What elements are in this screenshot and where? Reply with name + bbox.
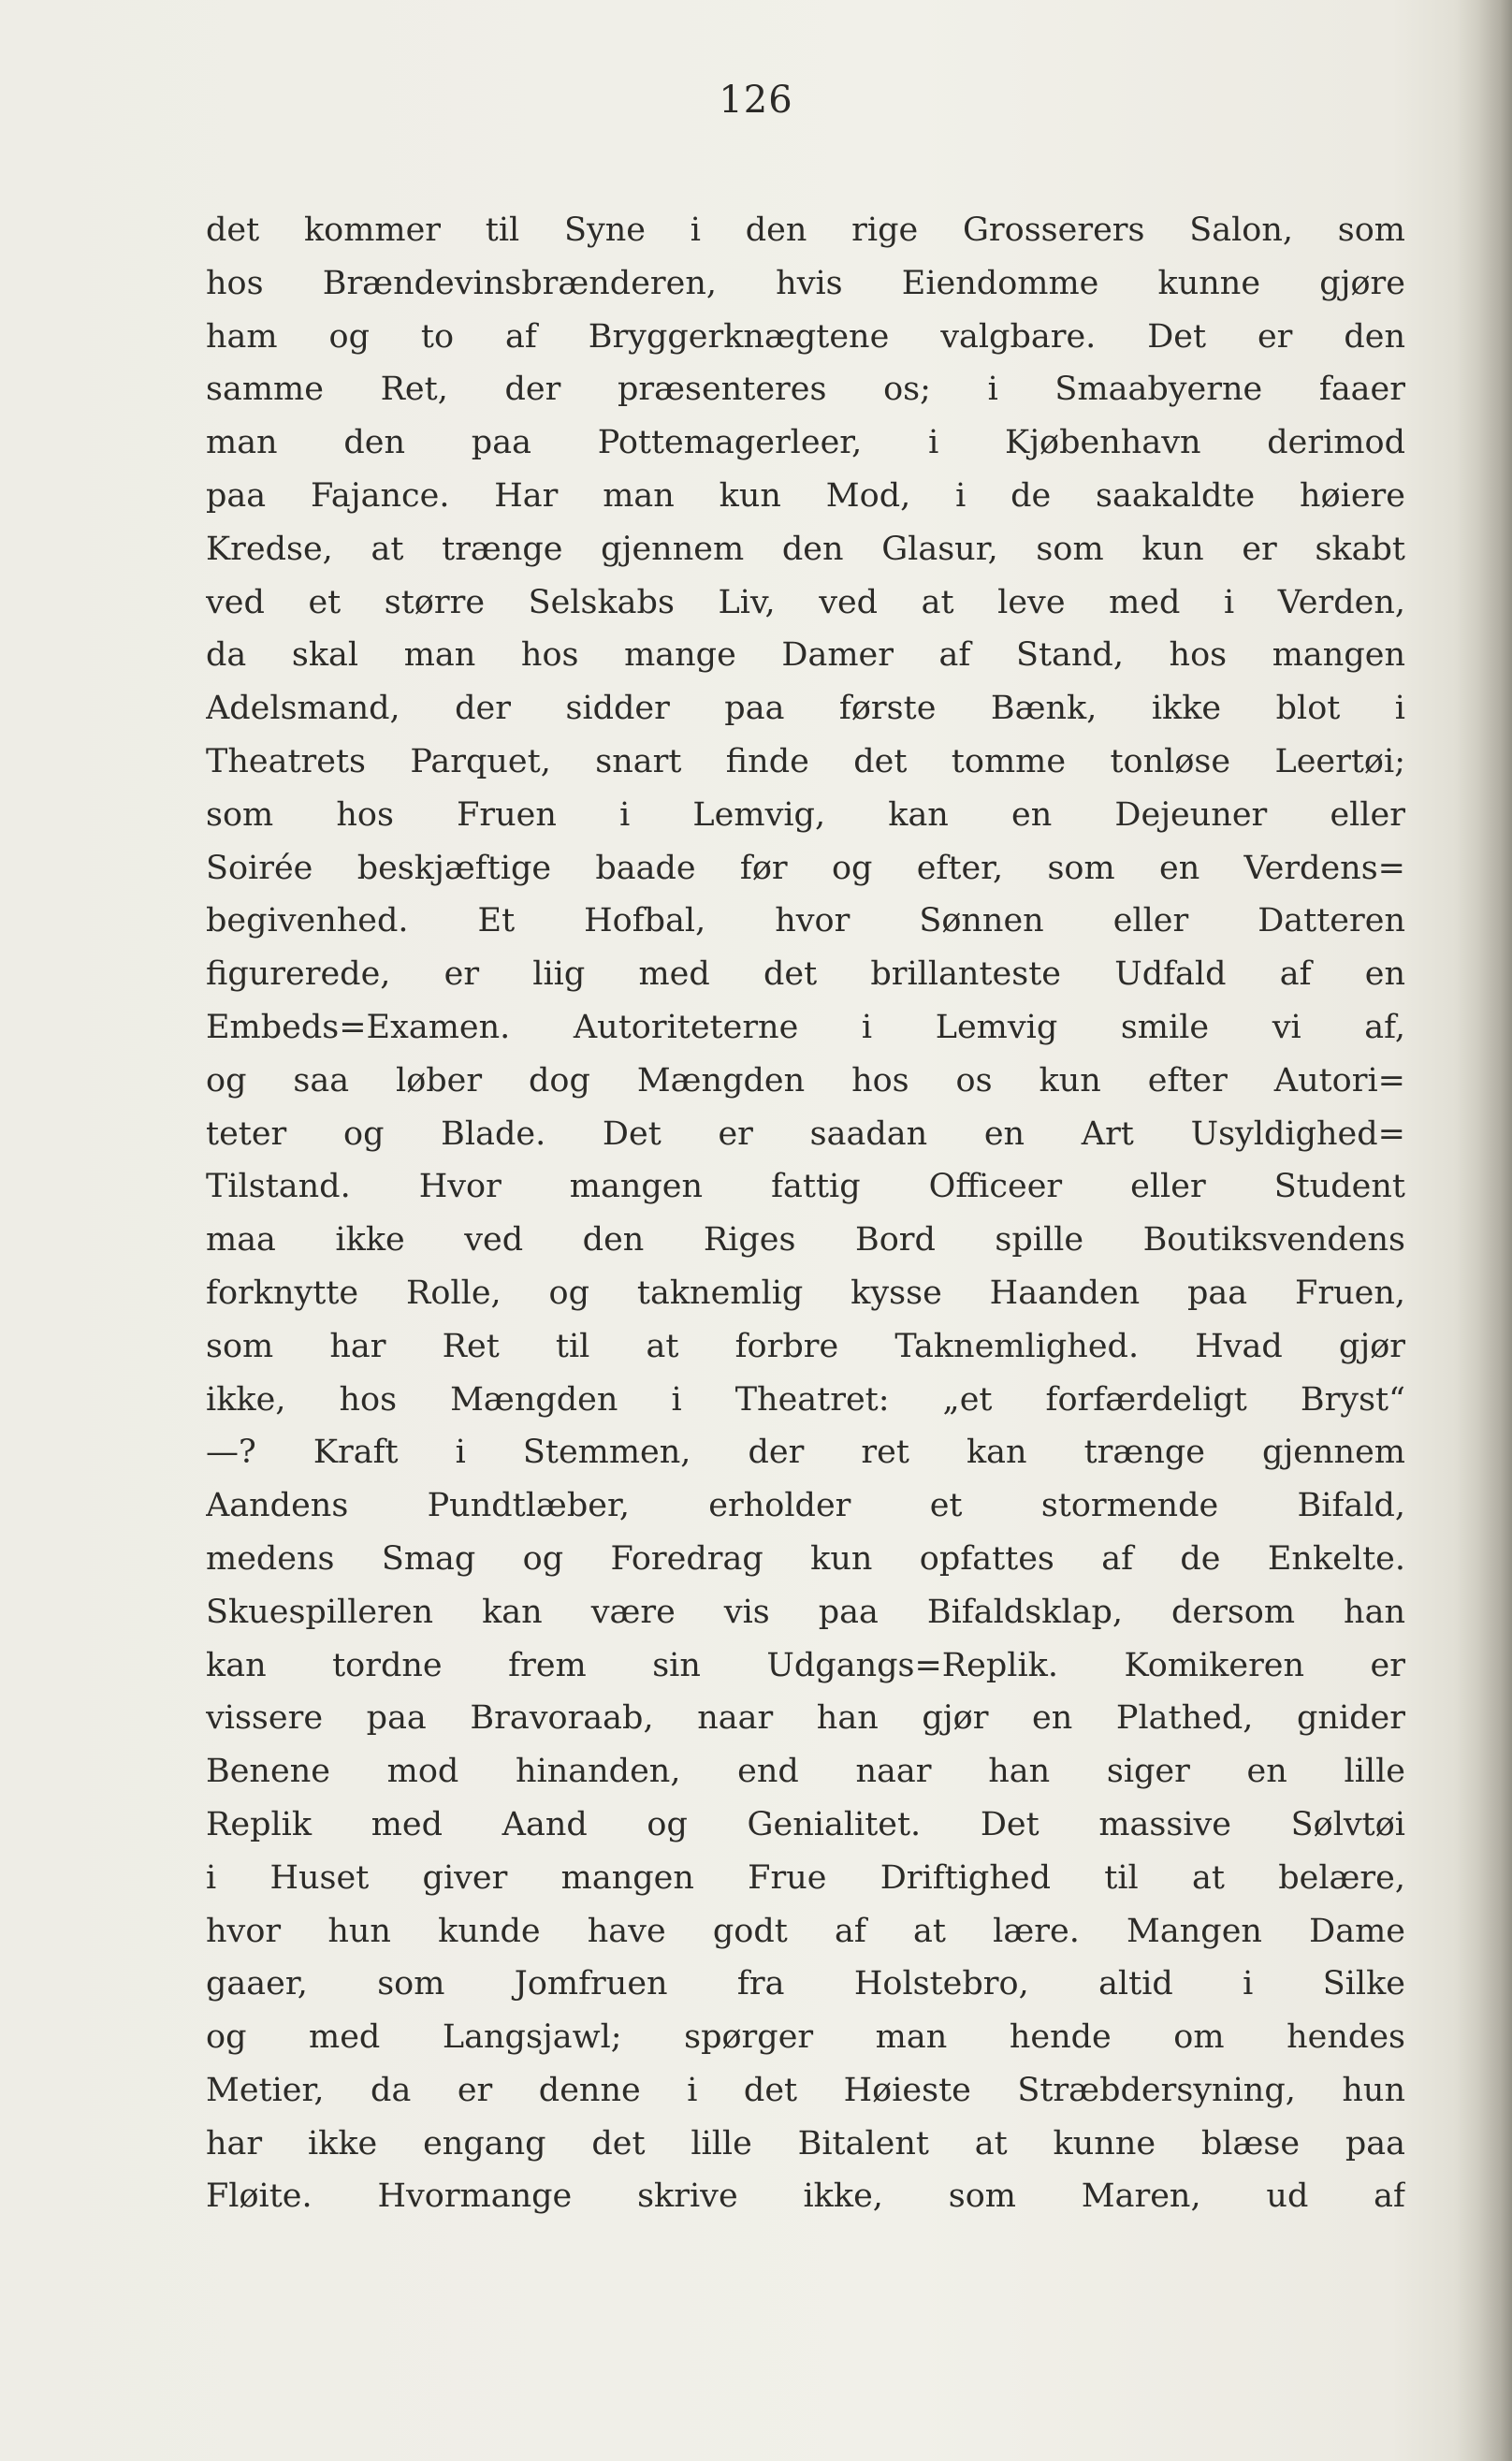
text-line: i Huset giver mangen Frue Driftighed til at belære, <box>206 1858 1405 1897</box>
text-line: Soirée beskjæftige baade før og efter, som en Verdens= <box>206 849 1405 887</box>
text-line: hvor hun kunde have godt af at lære. Mangen Dame <box>206 1912 1405 1950</box>
text-line: begivenhed. Et Hofbal, hvor Sønnen eller Datteren <box>206 902 1405 940</box>
text-line: man den paa Pottemagerleer, i Kjøbenhavn derimod <box>206 424 1405 462</box>
text-line: Embeds=Examen. Autoriteterne i Lemvig smile vi af, <box>206 1008 1405 1046</box>
text-line: Tilstand. Hvor mangen fattig Officeer eller Student <box>206 1168 1405 1206</box>
text-line: samme Ret, der præsenteres os; i Smaabyerne faaer <box>206 371 1405 409</box>
text-line: medens Smag og Foredrag kun opfattes af de Enkelte. <box>206 1539 1405 1578</box>
text-line: Aandens Pundtlæber, erholder et stormende Bifald, <box>206 1487 1405 1525</box>
body-text <box>206 204 1405 2223</box>
text-line: Replik med Aand og Genialitet. Det massive Sølvtøi <box>206 1805 1405 1843</box>
text-line: ved et større Selskabs Liv, ved at leve med i Verden, <box>206 583 1405 621</box>
text-line: som har Ret til at forbre Taknemlighed. Hvad gjør <box>206 1327 1405 1365</box>
text-line: forknytte Rolle, og taknemlig kysse Haanden paa Fruen, <box>206 1274 1405 1312</box>
text-line: kan tordne frem sin Udgangs=Replik. Komikeren er <box>206 1646 1405 1684</box>
text-line: maa ikke ved den Riges Bord spille Boutiksvendens <box>206 1221 1405 1260</box>
text-line: ikke, hos Mængden i Theatret: „et forfærdeligt Bryst“ <box>206 1380 1405 1419</box>
text-line: Theatrets Parquet, snart finde det tomme tonløse Leertøi; <box>206 742 1405 780</box>
text-line: hos Brændevinsbrænderen, hvis Eiendomme kunne gjøre <box>206 264 1405 302</box>
text-line: Adelsmand, der sidder paa første Bænk, ikke blot i <box>206 690 1405 728</box>
text-line: det kommer til Syne i den rige Grosserers Salon, som <box>206 211 1405 249</box>
text-line: figurerede, er liig med det brillanteste Udfald af en <box>206 955 1405 994</box>
text-line: har ikke engang det lille Bitalent at kunne blæse paa <box>206 2124 1405 2162</box>
text-line: Fløite. Hvormange skrive ikke, som Maren, ud af <box>206 2177 1405 2216</box>
text-line: paa Fajance. Har man kun Mod, i de saakaldte høiere <box>206 476 1405 515</box>
text-line: ham og to af Bryggerknægtene valgbare. Det er den <box>206 317 1405 356</box>
text-line: teter og Blade. Det er saadan en Art Usyldighed= <box>206 1114 1405 1153</box>
page-edge-shadow <box>1456 0 1512 2461</box>
text-line: gaaer, som Jomfruen fra Holstebro, altid i Silke <box>206 1965 1405 2003</box>
text-line: som hos Fruen i Lemvig, kan en Dejeuner eller <box>206 795 1405 834</box>
text-line: og saa løber dog Mængden hos os kun efter Autori= <box>206 1061 1405 1099</box>
text-line: Benene mod hinanden, end naar han siger en lille <box>206 1753 1405 1791</box>
text-line: Metier, da er denne i det Høieste Stræbdersyning, hun <box>206 2071 1405 2109</box>
text-line: Kredse, at trænge gjennem den Glasur, som kun er skabt <box>206 530 1405 568</box>
text-line: Skuespilleren kan være vis paa Bifaldsklap, dersom han <box>206 1593 1405 1631</box>
text-line: vissere paa Bravoraab, naar han gjør en Plathed, gnider <box>206 1699 1405 1738</box>
page-number: 126 <box>719 79 793 122</box>
text-line: og med Langsjawl; spørger man hende om hendes <box>206 2018 1405 2057</box>
text-line: da skal man hos mange Damer af Stand, hos mangen <box>206 636 1405 675</box>
text-line: —? Kraft i Stemmen, der ret kan trænge gjennem <box>206 1434 1405 1472</box>
